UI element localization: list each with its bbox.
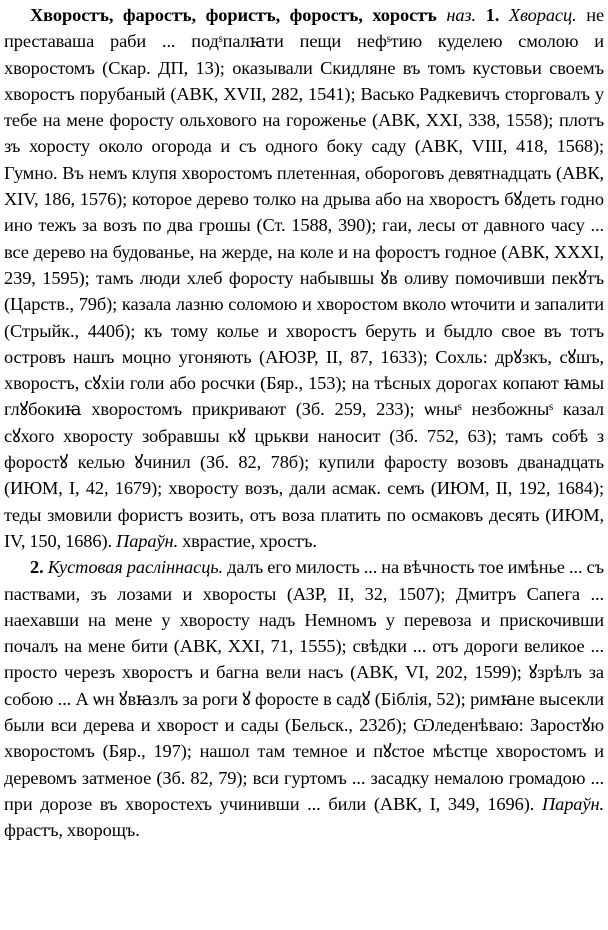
sense-citations: не преставаша раби ... подˢпалꙗти пещи нефˢтию куделею смолою и хворостомъ (Скар. ДП, 13); оказывали Скидляне въ томъ кустовьи своемъ хворостъ порубаный (АВК, XVII, 282, 1541); Васько Радкевичъ сторговалъ у тебе на мене форосту ольхового на гороженье (АВК, XXI, 338, 1558); плотъ зъ хоросту около огорода и съ одного боку саду (АВК, VIII, 418, 1568); Гумно. Въ немъ клупя хворостомъ плетенная, обороговъ девятнадцать (АВК, XIV, 186, 1576); которое дерево толко на дрыва або на хворостъ бꙋдеть годно ино тежъ за возъ по два грошы (Ст. 1588, 390); гаи, лесы от давного часу ... все дерево на будованье, на жерде, на коле и на форостъ годное (АВК, XXXI, 239, 1595); тамъ люди хлеб форосту набывшы ꙋв оливу помочивши пекꙋтъ (Царств., 79б); казала лазню соломою и хворостом вколо ѡточити и запалити (Стрыйк., 440б); къ тому колье и хворостъ беруть и быдло свое въ тотъ островъ нашъ моцно угоняють (АЮЗР, II, 87, 1633); Сохль: дрꙋзкъ, сꙋшъ, хворостъ, сꙋхiи голи або росчки (Бяр., 153); на тѣсных дорогах копают ꙗмы глꙋбокиꙗ хворостомъ прикривают (Зб. 259, 233); ѡныˢ незбожныˢ казал сꙋхого хворосту зобравшы кꙋ црькви наносит (Зб. 752, 63); тамъ собѣ з форостꙋ келью ꙋчинил (Зб. 82, 78б); купили фаросту возовъ дванадцать (ИЮМ, I, 42, 1679); хворосту возъ, дали асмак. семъ (ИЮМ, II, 192, 1684); теды змовили фористъ возить, отъ воза платить по осмаковъ десять (ИЮМ, IV, 150, 1686).	[4, 5, 605, 551]
sense-number: 1	[485, 5, 495, 25]
compare-label: Параўн.	[116, 530, 179, 551]
sense-definition: Хворасц.	[508, 5, 577, 25]
sense-citations: далъ его милость ... на вѣчность тое имѣнье ... съ паствами, зъ лозами и хворосты (АЗР, II, 32, 1507); Дмитръ Сапега ... наехавши на мене у хворосту надъ Немномъ у перевоза и прискочивши почалъ на мене бити (АВК, XXI, 71, 1555); свѣдки ... отъ дороги великое ... просто черезъ хворостъ и багна вели насъ (АВК, VI, 202, 1599); ꙋзрѣлъ за собою ... А ѡн ꙋвꙗзлъ за роги ꙋ форосте в садꙋ (Біблія, 52); римꙗне высекли были вси дерева и хворост и сады (Бельск., 232б); Ѡледенѣваю: Заростꙋю хворостомъ (Бяр., 197); нашол там темное и пꙋстое мѣстце хворостомъ и деревомъ затменое (Зб. 82, 79); вси гуртомъ ... засадку немалою громадою ... при дорозе въ хворостехъ учинивши ... били (АВК, I, 349, 1696).	[4, 557, 605, 814]
sense-definition: Кустовая раслiннасць.	[47, 557, 224, 578]
sense-1-paragraph: Хворостъ, фаростъ, фористъ, форостъ, хоростъ наз. 1. Хворасц. не преставаша раби ... подˢпалꙗти пещи нефˢтию куделею смолою и хворостомъ (Скар. ДП, 13); оказывали Скидляне въ томъ кустовьи своемъ хворостъ порубаный (АВК, XVII, 282, 1541); Васько Радкевичъ сторговалъ у тебе на мене форосту ольхового на гороженье (АВК, XXI, 338, 1558); плотъ зъ хоросту около огорода и съ одного боку саду (АВК, VIII, 418, 1568); Гумно. Въ немъ клупя хворостомъ плетенная, обороговъ девятнадцать (АВК, XIV, 186, 1576); которое дерево толко на дрыва або на хворостъ бꙋдеть годно ино тежъ за возъ по два грошы (Ст. 1588, 390); гаи, лесы от давного часу ... все дерево на будованье, на жерде, на коле и на форостъ годное (АВК, XXXI, 239, 1595); тамъ люди хлеб форосту набывшы ꙋв оливу помочивши пекꙋтъ (Царств., 79б); казала лазню соломою и хворостом вколо ѡточити и запалити (Стрыйк., 440б); къ тому колье и хворостъ беруть и быдло свое въ тотъ островъ нашъ моцно угоняють (АЮЗР, II, 87, 1633); Сохль: дрꙋзкъ, сꙋшъ, хворостъ, сꙋхiи голи або росчки (Бяр., 153); на тѣсных дорогах копают ꙗмы глꙋбокиꙗ хворостомъ прикривают (Зб. 259, 233); ѡныˢ незбожныˢ казал сꙋхого хворосту зобравшы кꙋ црькви наносит (Зб. 752, 63); тамъ собѣ з форостꙋ келью ꙋчинил (Зб. 82, 78б); купили фаросту возовъ дванадцать (ИЮМ, I, 42, 1679); хворосту возъ, дали асмак. семъ (ИЮМ, II, 192, 1684); теды змовили фористъ возить, отъ воза платить по осмаковъ десять (ИЮМ, IV, 150, 1686). Параўн. хврастие, хростъ.	[4, 5, 605, 551]
sense-number: 2	[30, 557, 40, 578]
headword: Хворостъ, фаростъ, фористъ, форостъ, хоростъ	[30, 5, 437, 25]
sense-2-paragraph: 2. Кустовая раслiннасць. далъ его милость ... на вѣчность тое имѣнье ... съ паствами, зъ лозами и хворосты (АЗР, II, 32, 1507); Дмитръ Сапега ... наехавши на мене у хворосту надъ Немномъ у перевоза и прискочивши почалъ на мене бити (АВК, XXI, 71, 1555); свѣдки ... отъ дороги великое ... просто черезъ хворостъ и багна вели насъ (АВК, VI, 202, 1599); ꙋзрѣлъ за собою ... А ѡн ꙋвꙗзлъ за роги ꙋ форосте в садꙋ (Біблія, 52); римꙗне высекли были вси дерева и хворост и сады (Бельск., 232б); Ѡледенѣваю: Заростꙋю хворостомъ (Бяр., 197); нашол там темное и пꙋстое мѣстце хворостомъ и деревомъ затменое (Зб. 82, 79); вси гуртомъ ... засадку немалою громадою ... при дорозе въ хворостехъ учинивши ... били (АВК, I, 349, 1696). Параўн. фрастъ, хворощъ.	[4, 557, 605, 841]
compare-forms: хврастие, хростъ.	[182, 530, 317, 551]
compare-forms: фрастъ, хворощъ.	[4, 820, 140, 841]
compare-label: Параўн.	[541, 793, 604, 814]
part-of-speech: наз.	[446, 5, 477, 25]
